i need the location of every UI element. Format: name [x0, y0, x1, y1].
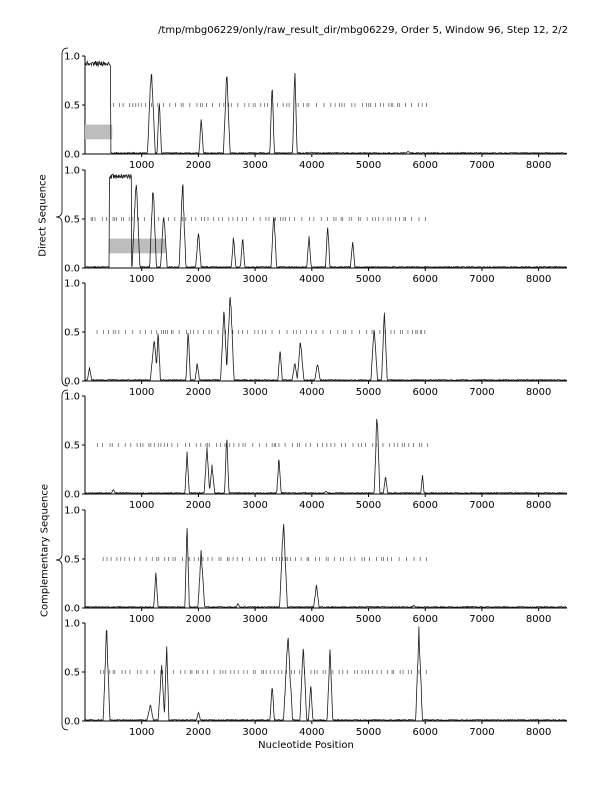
x-tick-label: 8000: [525, 727, 552, 738]
x-tick-label: 1000: [128, 274, 155, 285]
x-tick-label: 8000: [525, 274, 552, 285]
y-tick-label: 0.0: [64, 603, 80, 615]
x-tick-label: 3000: [242, 387, 268, 398]
x-tick-label: 1000: [128, 500, 155, 511]
signal-line: [85, 297, 567, 381]
chart-header: /tmp/mbg06229/only/raw_result_dir/mbg06229, Order 5, Window 96, Step 12, 2/2: [158, 25, 568, 36]
x-tick-label: 2000: [185, 274, 212, 285]
x-tick-label: 8000: [525, 614, 552, 625]
y-tick-label: 0.5: [64, 327, 80, 339]
x-tick-label: 3000: [242, 614, 268, 625]
x-tick-label: 2000: [185, 160, 212, 171]
complementary-sequence-label: Complementary Sequence: [39, 484, 51, 617]
x-tick-label: 3000: [242, 500, 268, 511]
x-tick-label: 4000: [299, 614, 325, 625]
x-tick-label: 2000: [185, 500, 212, 511]
y-tick-label: 0.5: [64, 554, 80, 566]
x-tick-label: 7000: [469, 500, 495, 511]
x-tick-label: 4000: [299, 387, 325, 398]
x-tick-label: 8000: [525, 160, 552, 171]
x-tick-label: 1000: [128, 727, 155, 738]
x-tick-label: 7000: [469, 614, 495, 625]
x-tick-label: 5000: [355, 727, 382, 738]
y-tick-label: 0.0: [64, 263, 80, 275]
x-tick-label: 4000: [299, 500, 325, 511]
x-tick-label: 7000: [469, 274, 495, 285]
x-tick-label: 7000: [469, 160, 495, 171]
y-tick-label: 0.0: [64, 149, 80, 161]
x-tick-label: 6000: [412, 274, 438, 285]
x-tick-label: 2000: [185, 614, 212, 625]
x-tick-label: 6000: [412, 727, 438, 738]
y-tick-label: 1.0: [64, 505, 80, 517]
y-tick-label: 1.0: [64, 278, 80, 290]
x-tick-label: 4000: [299, 160, 325, 171]
x-tick-label: 1000: [128, 614, 155, 625]
x-tick-label: 4000: [299, 727, 325, 738]
x-tick-label: 6000: [412, 387, 438, 398]
x-tick-label: 8000: [525, 500, 552, 511]
x-tick-label: 5000: [355, 274, 382, 285]
x-tick-label: 6000: [412, 614, 438, 625]
y-tick-label: 0.5: [64, 100, 80, 112]
y-tick-label: 1.0: [64, 618, 80, 630]
x-tick-label: 5000: [355, 614, 382, 625]
signal-line: [85, 524, 567, 608]
x-tick-label: 8000: [525, 387, 552, 398]
y-tick-label: 0.5: [64, 440, 80, 452]
x-tick-label: 3000: [242, 160, 268, 171]
shaded-region: [85, 125, 112, 140]
signal-line: [85, 61, 567, 153]
signal-line: [85, 419, 567, 494]
x-tick-label: 5000: [355, 500, 382, 511]
x-tick-label: 2000: [185, 387, 212, 398]
x-tick-label: 6000: [412, 160, 438, 171]
y-tick-label: 1.0: [64, 165, 80, 177]
y-tick-label: 1.0: [64, 51, 80, 63]
shaded-region: [109, 239, 165, 254]
x-tick-label: 6000: [412, 500, 438, 511]
x-tick-label: 7000: [469, 727, 495, 738]
x-tick-label: 1000: [128, 160, 155, 171]
x-tick-label: 5000: [355, 160, 382, 171]
y-tick-label: 0.5: [64, 667, 80, 679]
x-tick-label: 2000: [185, 727, 212, 738]
x-tick-label: 3000: [242, 727, 268, 738]
signal-line: [85, 174, 567, 268]
x-axis-label: Nucleotide Position: [258, 740, 354, 751]
y-tick-label: 0.5: [64, 214, 80, 226]
y-tick-label: 0.0: [64, 716, 80, 728]
x-tick-label: 4000: [299, 274, 325, 285]
y-tick-label: 1.0: [64, 391, 80, 403]
direct-sequence-label: Direct Sequence: [37, 174, 49, 257]
y-tick-label: 0.0: [64, 489, 80, 501]
x-tick-label: 3000: [242, 274, 268, 285]
x-tick-label: 1000: [128, 387, 155, 398]
y-tick-label: 0.0: [64, 376, 80, 388]
x-tick-label: 5000: [355, 387, 382, 398]
x-tick-label: 7000: [469, 387, 495, 398]
